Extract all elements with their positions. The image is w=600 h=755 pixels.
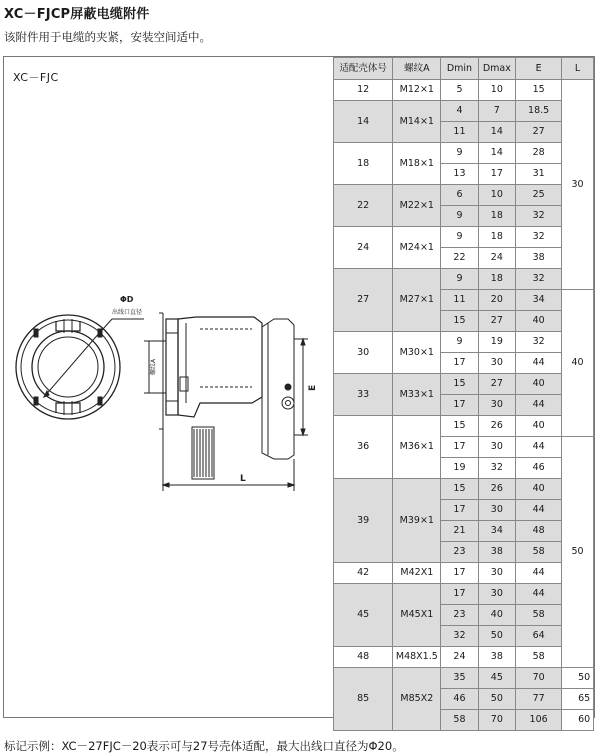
thread-cell: M14×1 bbox=[393, 101, 441, 143]
e-cell: 38 bbox=[516, 248, 562, 269]
e-cell: 40 bbox=[516, 416, 562, 437]
spec-frame bbox=[3, 56, 595, 725]
dmax-cell: 30 bbox=[478, 563, 516, 584]
dmax-cell: 45 bbox=[478, 668, 516, 689]
thread-cell: M22×1 bbox=[393, 185, 441, 227]
table-row bbox=[334, 563, 594, 584]
e-cell: 106 bbox=[516, 710, 562, 731]
dmax-cell: 32 bbox=[478, 458, 516, 479]
shell-cell: 42 bbox=[334, 563, 393, 584]
page-title: XC－FJCP屏蔽电缆附件 bbox=[4, 7, 150, 22]
dmax-cell: 30 bbox=[478, 584, 516, 605]
dmin-cell: 58 bbox=[441, 710, 478, 731]
dmax-cell: 14 bbox=[478, 122, 516, 143]
table-row bbox=[334, 647, 594, 668]
shell-cell: 33 bbox=[334, 374, 393, 416]
dmin-cell: 15 bbox=[441, 479, 478, 500]
thread-cell: M27×1 bbox=[393, 269, 441, 332]
dmin-cell: 46 bbox=[441, 689, 478, 710]
e-cell: 44 bbox=[516, 353, 562, 374]
dmin-cell: 9 bbox=[441, 269, 478, 290]
dmax-cell: 30 bbox=[478, 395, 516, 416]
shell-cell: 24 bbox=[334, 227, 393, 269]
shell-cell: 85 bbox=[334, 668, 393, 731]
technical-drawing bbox=[4, 57, 333, 717]
e-cell: 44 bbox=[516, 584, 562, 605]
e-cell: 31 bbox=[516, 164, 562, 185]
dmin-cell: 23 bbox=[441, 542, 478, 563]
dmax-cell: 34 bbox=[478, 521, 516, 542]
e-cell: 70 bbox=[516, 668, 562, 689]
table-row bbox=[334, 416, 594, 437]
dmin-cell: 17 bbox=[441, 584, 478, 605]
e-cell: 32 bbox=[516, 332, 562, 353]
dmin-cell: 6 bbox=[441, 185, 478, 206]
dmin-cell: 17 bbox=[441, 353, 478, 374]
dmax-cell: 27 bbox=[478, 311, 516, 332]
e-cell: 18.5 bbox=[516, 101, 562, 122]
e-cell: 44 bbox=[516, 563, 562, 584]
dmin-cell: 17 bbox=[441, 563, 478, 584]
dmax-cell: 30 bbox=[478, 437, 516, 458]
e-cell: 40 bbox=[516, 311, 562, 332]
l-cell: 65 bbox=[575, 689, 593, 710]
dmin-cell: 9 bbox=[441, 227, 478, 248]
shell-cell: 39 bbox=[334, 479, 393, 563]
table-row bbox=[334, 185, 594, 206]
header-dmin: Dmin bbox=[441, 58, 478, 80]
dmax-cell: 18 bbox=[478, 227, 516, 248]
dmin-cell: 15 bbox=[441, 374, 478, 395]
dmax-cell: 38 bbox=[478, 542, 516, 563]
dmin-cell: 23 bbox=[441, 605, 478, 626]
table-row bbox=[334, 332, 594, 353]
table-row bbox=[334, 227, 594, 248]
thread-cell: M30×1 bbox=[393, 332, 441, 374]
dmax-cell: 40 bbox=[478, 605, 516, 626]
dmax-cell: 24 bbox=[478, 248, 516, 269]
l-label: L bbox=[240, 474, 246, 484]
dmin-cell: 19 bbox=[441, 458, 478, 479]
e-cell: 27 bbox=[516, 122, 562, 143]
dmax-cell: 18 bbox=[478, 269, 516, 290]
phi-d-label: ΦD bbox=[120, 295, 134, 304]
thread-cell: M48X1.5 bbox=[393, 647, 441, 668]
e-cell: 44 bbox=[516, 395, 562, 416]
header-e: E bbox=[516, 58, 562, 80]
e-cell: 44 bbox=[516, 437, 562, 458]
l-cell: 60 bbox=[575, 710, 593, 731]
table-row bbox=[334, 374, 594, 395]
thread-cell: M12×1 bbox=[393, 80, 441, 101]
thread-cell: M33×1 bbox=[393, 374, 441, 416]
dmax-cell: 26 bbox=[478, 416, 516, 437]
description: 该附件用于电缆的夹紧，安装空间适中。 bbox=[4, 30, 211, 44]
marking-example: 标记示例：XC－27FJC－20表示可与27号壳体适配，最大出线口直径为Φ20。 bbox=[4, 739, 404, 753]
shell-cell: 36 bbox=[334, 416, 393, 479]
table-row bbox=[334, 479, 594, 500]
shell-cell: 12 bbox=[334, 80, 393, 101]
model-label: XC－FJC bbox=[13, 71, 59, 84]
table-row bbox=[334, 269, 594, 290]
dmin-cell: 21 bbox=[441, 521, 478, 542]
dmax-cell: 27 bbox=[478, 374, 516, 395]
dmax-cell: 20 bbox=[478, 290, 516, 311]
e-cell: 28 bbox=[516, 143, 562, 164]
dmax-cell: 10 bbox=[478, 80, 516, 101]
table-header-row bbox=[334, 58, 594, 80]
dmax-cell: 19 bbox=[478, 332, 516, 353]
thread-cell: M39×1 bbox=[393, 479, 441, 563]
dmin-cell: 17 bbox=[441, 437, 478, 458]
side-view bbox=[144, 313, 308, 491]
e-cell: 25 bbox=[516, 185, 562, 206]
front-view bbox=[16, 315, 144, 419]
table-row bbox=[334, 143, 594, 164]
e-cell: 58 bbox=[516, 647, 562, 668]
spec-table bbox=[333, 57, 594, 731]
dmax-cell: 10 bbox=[478, 185, 516, 206]
dmin-cell: 9 bbox=[441, 206, 478, 227]
dmin-cell: 9 bbox=[441, 332, 478, 353]
header-shell: 适配壳体号 bbox=[334, 58, 393, 80]
table-row bbox=[334, 584, 594, 605]
dmin-cell: 15 bbox=[441, 311, 478, 332]
shell-cell: 48 bbox=[334, 647, 393, 668]
thread-cell: M85X2 bbox=[393, 668, 441, 731]
table-row bbox=[334, 101, 594, 122]
dmin-cell: 4 bbox=[441, 101, 478, 122]
e-cell: 44 bbox=[516, 500, 562, 521]
dmax-cell: 70 bbox=[478, 710, 516, 731]
outlet-diameter-label: 出线口直径 bbox=[112, 309, 143, 316]
dmax-cell: 26 bbox=[478, 479, 516, 500]
dmin-cell: 17 bbox=[441, 500, 478, 521]
l-cell: 40 bbox=[562, 290, 594, 437]
e-cell: 15 bbox=[516, 80, 562, 101]
l-cell: 50 bbox=[562, 437, 594, 668]
shell-cell: 14 bbox=[334, 101, 393, 143]
shell-cell: 45 bbox=[334, 584, 393, 647]
table-row bbox=[334, 80, 594, 101]
dmax-cell: 50 bbox=[478, 689, 516, 710]
e-cell: 58 bbox=[516, 605, 562, 626]
e-cell: 77 bbox=[516, 689, 562, 710]
e-cell: 46 bbox=[516, 458, 562, 479]
drawing-panel bbox=[4, 57, 334, 717]
dmax-cell: 30 bbox=[478, 353, 516, 374]
l-cell: 30 bbox=[562, 80, 594, 290]
dmin-cell: 9 bbox=[441, 143, 478, 164]
dmax-cell: 17 bbox=[478, 164, 516, 185]
dmin-cell: 11 bbox=[441, 290, 478, 311]
dmin-cell: 15 bbox=[441, 416, 478, 437]
dmax-cell: 50 bbox=[478, 626, 516, 647]
dmin-cell: 35 bbox=[441, 668, 478, 689]
e-cell: 40 bbox=[516, 479, 562, 500]
shell-cell: 22 bbox=[334, 185, 393, 227]
shell-cell: 30 bbox=[334, 332, 393, 374]
table-row bbox=[334, 668, 594, 689]
e-cell: 32 bbox=[516, 227, 562, 248]
e-cell: 64 bbox=[516, 626, 562, 647]
thread-cell: M36×1 bbox=[393, 416, 441, 479]
shell-cell: 27 bbox=[334, 269, 393, 332]
dmin-cell: 22 bbox=[441, 248, 478, 269]
header-dmax: Dmax bbox=[478, 58, 516, 80]
thread-cell: M45X1 bbox=[393, 584, 441, 647]
l-spacer-cell bbox=[562, 710, 576, 731]
dmin-cell: 24 bbox=[441, 647, 478, 668]
thread-cell: M42X1 bbox=[393, 563, 441, 584]
header-thread: 螺纹A bbox=[393, 58, 441, 80]
dmax-cell: 38 bbox=[478, 647, 516, 668]
e-cell: 58 bbox=[516, 542, 562, 563]
l-spacer-cell bbox=[562, 689, 576, 710]
e-cell: 32 bbox=[516, 269, 562, 290]
e-label: E bbox=[308, 384, 318, 391]
dmax-cell: 30 bbox=[478, 500, 516, 521]
shell-cell: 18 bbox=[334, 143, 393, 185]
dmax-cell: 18 bbox=[478, 206, 516, 227]
e-cell: 32 bbox=[516, 206, 562, 227]
header-l: L bbox=[562, 58, 594, 80]
dmax-cell: 7 bbox=[478, 101, 516, 122]
thread-cell: M18×1 bbox=[393, 143, 441, 185]
dmin-cell: 32 bbox=[441, 626, 478, 647]
dmin-cell: 13 bbox=[441, 164, 478, 185]
dmin-cell: 11 bbox=[441, 122, 478, 143]
e-cell: 40 bbox=[516, 374, 562, 395]
l-cell: 50 bbox=[575, 668, 593, 689]
l-spacer-cell bbox=[562, 668, 576, 689]
dmin-cell: 17 bbox=[441, 395, 478, 416]
dmax-cell: 14 bbox=[478, 143, 516, 164]
e-cell: 48 bbox=[516, 521, 562, 542]
thread-cell: M24×1 bbox=[393, 227, 441, 269]
e-cell: 34 bbox=[516, 290, 562, 311]
thread-a-label: 螺纹A bbox=[150, 358, 157, 375]
dmin-cell: 5 bbox=[441, 80, 478, 101]
